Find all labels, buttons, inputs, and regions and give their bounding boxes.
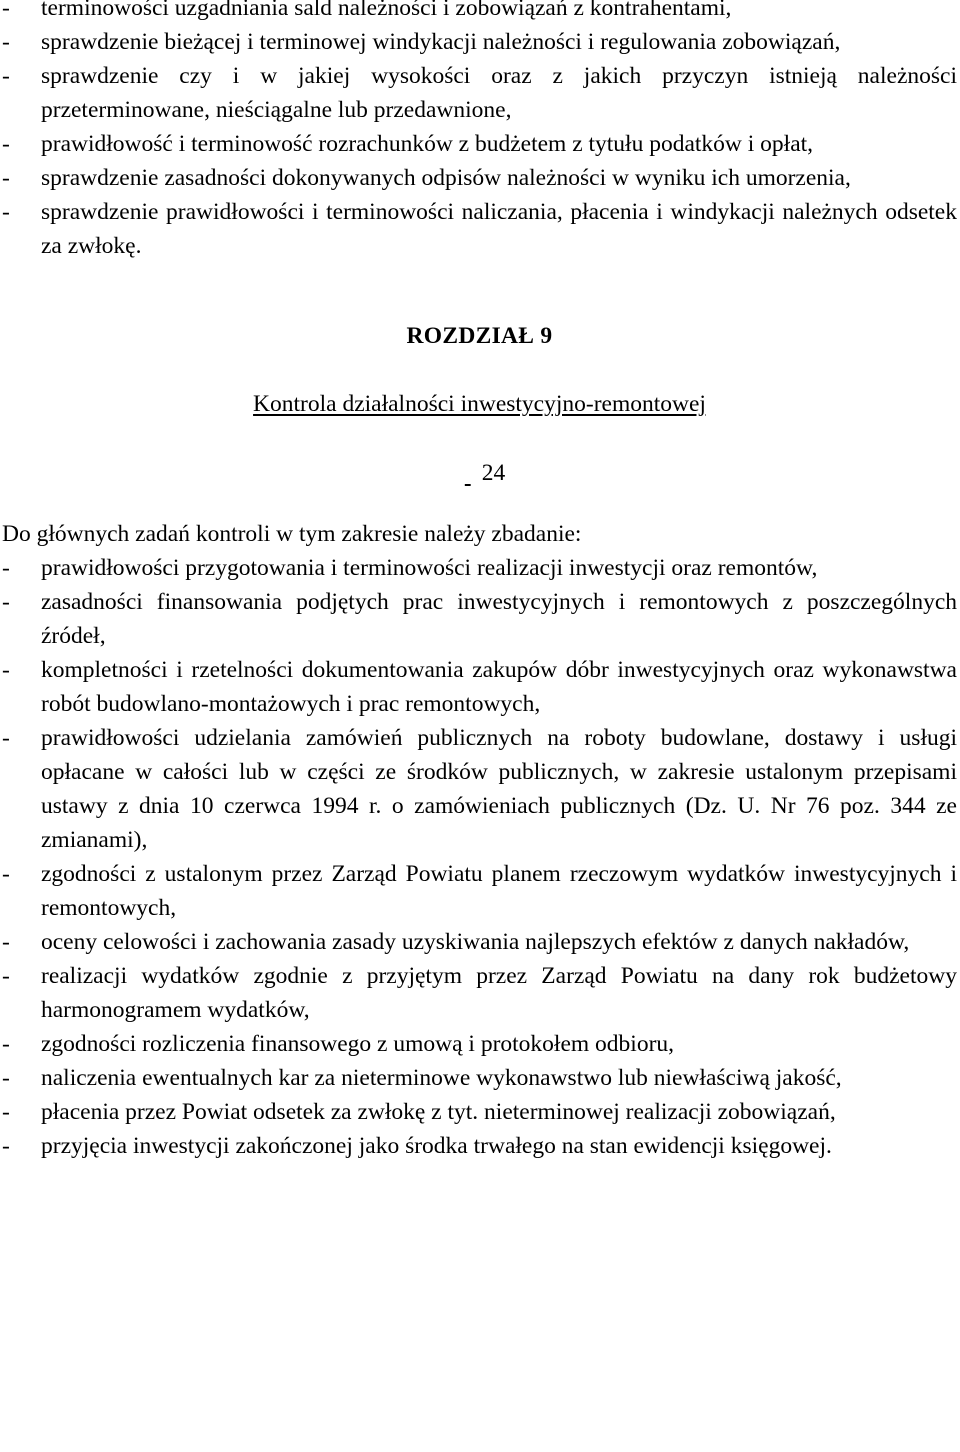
list-item: - prawidłowości udzielania zamówień publicznych na roboty budowlane, dostawy i usługi opłacane w całości lub w części ze środków publicznych, w zakresie ustalonym przepisami ustawy z dnia 10 czerwca 1994 r. o zamówieniach publicznych (Dz. U. Nr 76 poz. 344 ze zmianami),: [2, 721, 957, 857]
list-item: - oceny celowości i zachowania zasady uzyskiwania najlepszych efektów z danych nakładów,: [2, 925, 957, 959]
list-item: - zgodności z ustalonym przez Zarząd Powiatu planem rzeczowym wydatków inwestycyjnych i remontowych,: [2, 857, 957, 925]
list-item-text: płacenia przez Powiat odsetek za zwłokę z tyt. nieterminowej realizacji zobowiązań,: [41, 1099, 836, 1125]
section-symbol: [454, 456, 482, 490]
chapter-title: ROZDZIAŁ 9: [406, 323, 553, 349]
list-item-text: przyjęcia inwestycji zakończonej jako środka trwałego na stan ewidencji księgowej.: [41, 1133, 832, 1159]
list-item: - prawidłowość i terminowość rozrachunków z budżetem z tytułu podatków i opłat,: [2, 127, 957, 161]
list-item-text: naliczenia ewentualnych kar za nieterminowe wykonawstwo lub niewłaściwą jakość,: [41, 1065, 842, 1091]
list-item-text: prawidłowość i terminowość rozrachunków z budżetem z tytułu podatków i opłat,: [41, 131, 814, 157]
list-item: - przyjęcia inwestycji zakończonej jako środka trwałego na stan ewidencji księgowej.: [2, 1129, 957, 1163]
list-item-text: sprawdzenie prawidłowości i terminowości naliczania, płacenia i windykacji należnych odsetek za zwłokę.: [41, 199, 957, 259]
list-item-text: prawidłowości przygotowania i terminowości realizacji inwestycji oraz remontów,: [41, 555, 818, 581]
list-item: - realizacji wydatków zgodnie z przyjętym przez Zarząd Powiatu na dany rok budżetowy harmonogramem wydatków,: [2, 959, 957, 1027]
list-item-text: zgodności z ustalonym przez Zarząd Powiatu planem rzeczowym wydatków inwestycyjnych i remontowych,: [41, 861, 957, 921]
list-top: [0, 0, 960, 263]
list-item: - kompletności i rzetelności dokumentowania zakupów dóbr inwestycyjnych oraz wykonawstwa robót budowlano-montażowych i prac remontowych,: [2, 653, 957, 721]
list-item-text: zasadności finansowania podjętych prac inwestycyjnych i remontowych z poszczególnych źródeł,: [41, 589, 957, 649]
list-bottom: [0, 551, 960, 1163]
list-item: - prawidłowości przygotowania i terminowości realizacji inwestycji oraz remontów,: [2, 551, 957, 585]
section-number-text: 24: [481, 460, 506, 486]
section-number: [2, 456, 957, 490]
list-item-text: sprawdzenie zasadności dokonywanych odpisów należności w wyniku ich umorzenia,: [41, 165, 851, 191]
list-item-text: prawidłowości udzielania zamówień publicznych na roboty budowlane, dostawy i usługi opłacane w całości lub w części ze środków publicznych, w zakresie ustalonym przepisami ustawy z dnia 10 czerwca 1994 r. o zamówieniach publicznych (Dz. U. Nr 76 poz. 344 ze zmianami),: [41, 725, 957, 853]
list-item: - terminowości uzgadniania sald należności i zobowiązań z kontrahentami,: [2, 0, 957, 25]
list-item: - sprawdzenie czy i w jakiej wysokości oraz z jakich przyczyn istnieją należności przeterminowane, nieściągalne lub przedawnione,: [2, 59, 957, 127]
list-item: - naliczenia ewentualnych kar za nieterminowe wykonawstwo lub niewłaściwą jakość,: [2, 1061, 957, 1095]
list-item: - zasadności finansowania podjętych prac inwestycyjnych i remontowych z poszczególnych źródeł,: [2, 585, 957, 653]
list-item-text: realizacji wydatków zgodnie z przyjętym przez Zarząd Powiatu na dany rok budżetowy harmonogramem wydatków,: [41, 963, 957, 1023]
list-item: - płacenia przez Powiat odsetek za zwłokę z tyt. nieterminowej realizacji zobowiązań,: [2, 1095, 957, 1129]
list-item-text: zgodności rozliczenia finansowego z umową i protokołem odbioru,: [41, 1031, 675, 1057]
list-item-text: oceny celowości i zachowania zasady uzyskiwania najlepszych efektów z danych nakładów,: [41, 929, 910, 955]
list-item: - sprawdzenie bieżącej i terminowej windykacji należności i regulowania zobowiązań,: [2, 25, 957, 59]
list-item: - sprawdzenie prawidłowości i terminowości naliczania, płacenia i windykacji należnych odsetek za zwłokę.: [2, 195, 957, 263]
list-item-text: kompletności i rzetelności dokumentowania zakupów dóbr inwestycyjnych oraz wykonawstwa robót budowlano-montażowych i prac remontowych,: [41, 657, 957, 717]
list-item: - sprawdzenie zasadności dokonywanych odpisów należności w wyniku ich umorzenia,: [2, 161, 957, 195]
list-item-text: sprawdzenie czy i w jakiej wysokości oraz z jakich przyczyn istnieją należności przeterminowane, nieściągalne lub przedawnione,: [41, 63, 957, 123]
list-item: - zgodności rozliczenia finansowego z umową i protokołem odbioru,: [2, 1027, 957, 1061]
list-item-text: sprawdzenie bieżącej i terminowej windykacji należności i regulowania zobowiązań,: [41, 29, 841, 55]
intro-text: Do głównych zadań kontroli w tym zakresie należy zbadanie:: [2, 521, 582, 547]
list-item-text: terminowości uzgadniania sald należności i zobowiązań z kontrahentami,: [41, 0, 732, 21]
chapter-subtitle: Kontrola działalności inwestycyjno-remontowej: [253, 391, 706, 417]
